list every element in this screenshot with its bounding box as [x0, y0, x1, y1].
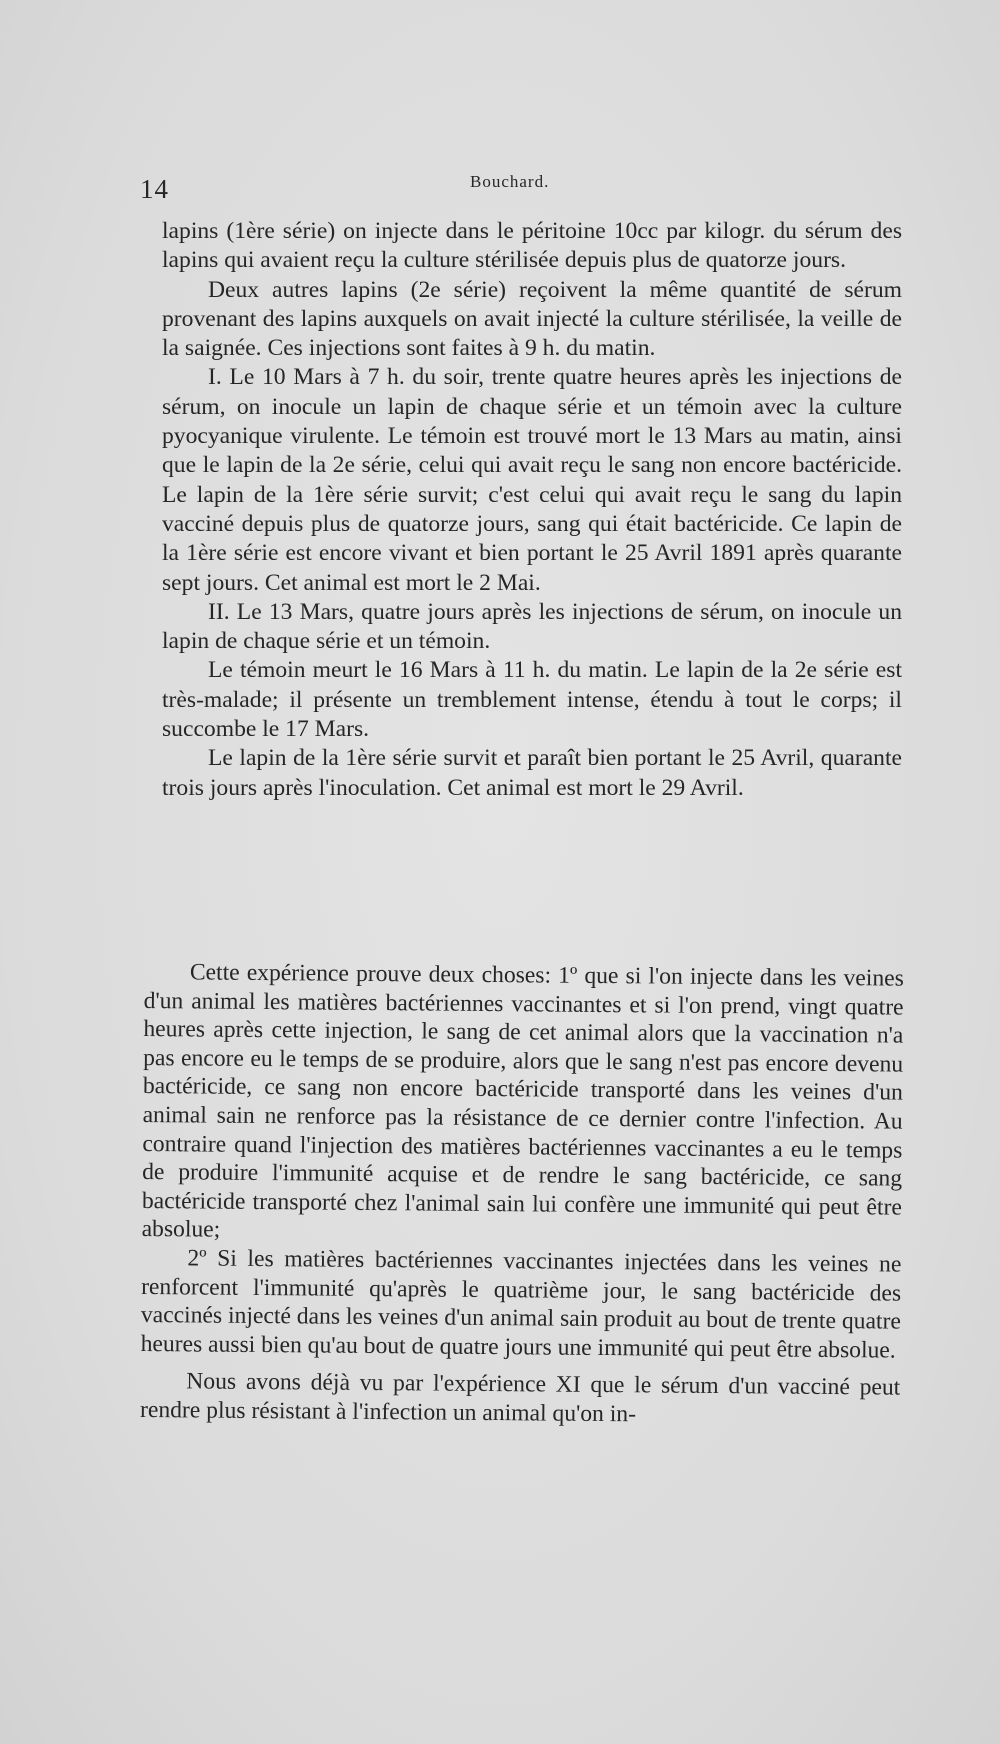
running-head: Bouchard. [470, 172, 550, 191]
paragraph-conclusion-1: Cette expérience prouve deux choses: 1º que si l'on injecte dans les veines d'un animal les matières bactériennes vaccinantes et si l'on prend, vingt quatre heures après cette injection, le sang de cet animal alors que la vaccination n'a pas encore eu le temps de se produire, alors que le sang n'est pas encore devenu bactéricide, ce sang non encore bactéricide transporté dans les veines d'un animal sain ne renforce pas la résistance de ce dernier contre l'infection. Au contraire quand l'injection des matières bactériennes vaccinantes a eu le temps de produire l'immunité acquise et de rendre le sang bactéricide, ce sang bactéricide transporté chez l'animal sain lui confère une immunité qui peut être absolue; [141, 959, 904, 1244]
paragraph-continuation: lapins (1ère série) on injecte dans le péritoine 10cc par kilogr. du sérum des lapins qui avaient reçu la culture stérilisée depuis plus de quatorze jours. [162, 218, 902, 274]
paragraph-witness-death: Le témoin meurt le 16 Mars à 11 h. du matin. Le lapin de la 2e série est très-malade; il présente un tremblement intense, étendu à tout le corps; il succombe le 17 Mars. [162, 657, 902, 743]
paragraph-conclusion-2: 2º Si les matières bactériennes vaccinantes injectées dans les veines ne renforcent l'immunité qu'après le quatrième jour, le sang bactéricide des vaccinés injecté dans les veines d'un animal sain produit au bout de trente quatre heures aussi bien qu'au bout de quatre jours une immunité qui peut être absolue. [140, 1245, 902, 1364]
paragraph-experiment-xi: Nous avons déjà vu par l'expérience XI que le sérum d'un vacciné peut rendre plus résistant à l'infection un animal qu'on in- [139, 1368, 901, 1428]
paragraph-second-series: Deux autres lapins (2e série) reçoivent la même quantité de sérum provenant des lapins auxquels on avait injecté la culture stérilisée, la veille de la saignée. Ces injections sont faites à 9 h. du matin. [162, 276, 902, 362]
paragraph-experiment-ii: II. Le 13 Mars, quatre jours après les injections de sérum, on inocule un lapin de chaque série et un témoin. [162, 598, 902, 655]
paragraph-experiment-i: I. Le 10 Mars à 7 h. du soir, trente quatre heures après les injections de sérum, on inocule un lapin de chaque série et un témoin avec la culture pyocyanique virulente. Le témoin est trouvé mort le 13 Mars au matin, ainsi que le lapin de la 2e série, celui qui avait reçu le sang non encore bactéricide. Le lapin de la 1ère série survit; c'est celui qui avait reçu le sang du lapin vacciné depuis plus de quatorze jours, sang qui était bactéricide. Ce lapin de la 1ère série est encore vivant et bien portant le 25 Avril 1891 après quarante sept jours. Cet animal est mort le 2 Mai. [162, 364, 902, 596]
paragraph-first-series-survives: Le lapin de la 1ère série survit et paraît bien portant le 25 Avril, quarante trois jours après l'inoculation. Cet animal est mort le 29 Avril. [162, 745, 902, 801]
page-number: 14 [140, 174, 169, 204]
body-text-upper [162, 217, 902, 803]
body-text-lower [140, 958, 904, 1431]
